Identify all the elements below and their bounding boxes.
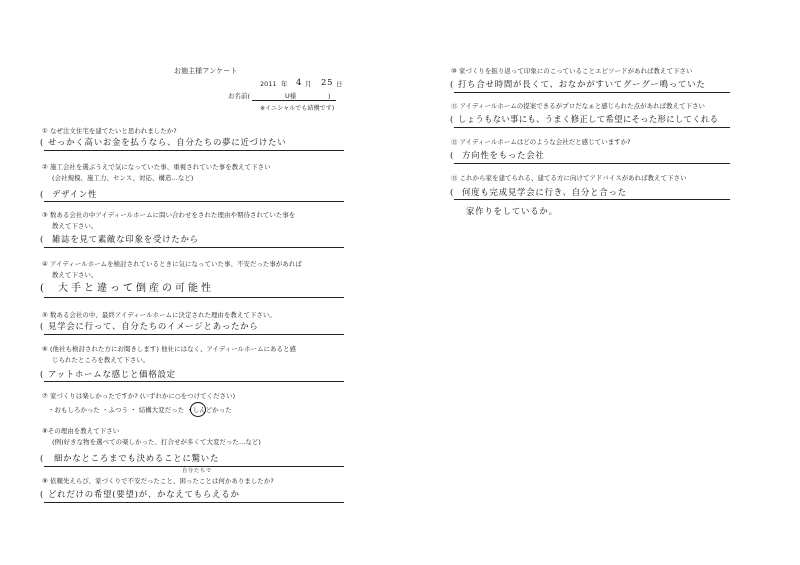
question-6-text-2: じられたところを教えて下さい。: [52, 356, 150, 364]
question-9-text: ⑨ 依頼先えらび、家づくりで不安だったこと、困ったことは何かありましたか?: [42, 477, 274, 485]
date-month-suffix: 月: [305, 80, 312, 88]
answer-4-paren: (: [40, 283, 45, 294]
name-underline: [252, 100, 336, 101]
date-day-suffix: 日: [336, 80, 343, 88]
date-month: 4: [296, 77, 303, 87]
answer-12: 方向性をもった会社: [462, 150, 545, 160]
question-2-text: ② 施工会社を選ぶうえで気になっていた事、重視されていた事を教えて下さい: [42, 163, 271, 171]
answer-2-paren: (: [40, 189, 45, 199]
answer-12-line: [454, 163, 730, 164]
answer-8-paren: (: [40, 453, 45, 463]
answer-5-paren: (: [40, 321, 45, 331]
answer-12-paren: (: [450, 150, 455, 160]
question-11-text: ⑪ アイディールホームの提案できるがプロだなぁと感じられた点があれば教えて下さい: [451, 102, 706, 110]
answer-6-line: [44, 381, 344, 382]
date-year-suffix: 年: [281, 80, 288, 88]
answer-2-line: [44, 201, 344, 202]
name-close: ): [328, 92, 331, 100]
answer-10: 打ち合せ時間が長くて、おなかがすいてグーグー鳴っていた: [458, 79, 706, 89]
question-4-text-2: 教えて下さい。: [52, 271, 98, 279]
answer-6: アットホームな感じと価格設定: [48, 369, 176, 379]
question-13-text: ⑬ これから家を建てられる、建てる方に向けてアドバイスがあれば教えて下さい: [451, 174, 687, 182]
answer-1: せっかく高いお金を払うなら、自分たちの夢に近づけたい: [48, 137, 287, 147]
answer-11: しょうもない事にも、うまく修正して希望にそった形にしてくれる: [458, 114, 719, 124]
question-10-text: ⑩ 家づくりを振り返って印象にのこっていることエピソードがあれば教えて下さい: [451, 67, 693, 75]
answer-1-line: [44, 150, 344, 151]
initial-note: ※イニシャルでも結構です): [260, 105, 335, 112]
answer-11-paren: (: [450, 114, 455, 124]
answer-3: 雑誌を見て素敵な印象を受けたから: [52, 234, 199, 244]
answer-13: 何度も完成見学会に行き、自分と合った: [462, 187, 627, 197]
answer-5: 見学会に行って、自分たちのイメージとあったから: [48, 321, 259, 331]
question-1-text: ① なぜ注文住宅を建てたいと思われましたか?: [42, 127, 177, 135]
answer-10-paren: (: [450, 79, 455, 89]
answer-6-paren: (: [40, 369, 45, 379]
answer-11-line: [454, 127, 730, 128]
page-title: お施主様アンケート: [174, 67, 238, 75]
answer-3-paren: (: [40, 234, 45, 244]
question-2-examples: (会社規模、施工力、センス、対応、構造…など): [52, 174, 194, 182]
answer-13-line-2: 家作りをしているか。: [466, 206, 558, 216]
answer-2: デザイン性: [52, 189, 98, 199]
date-day: 25: [321, 77, 334, 87]
question-3-text-2: 教えて下さい。: [52, 222, 98, 230]
answer-1-paren: (: [40, 137, 45, 147]
answer-5-line: [44, 334, 344, 335]
question-7-text: ⑦ 家づくりは楽しかったですか? (いずれかに○をつけてください): [42, 392, 236, 400]
answer-13-line: [454, 199, 730, 200]
question-3-text: ③ 数ある会社の中アイディールホームに問い合わせをされた理由や期待されていた事を: [42, 211, 296, 219]
selected-option-circle: [190, 402, 206, 417]
answer-8-line: [44, 466, 344, 467]
answer-8-note: 自分たちで: [182, 468, 212, 474]
answer-4: 大手と違って倒産の可能性: [58, 283, 214, 294]
name-value: U様: [285, 92, 297, 100]
answer-9: どれだけの希望(要望)が、かなえてもらえるか: [48, 489, 240, 499]
answer-4-line: [44, 297, 344, 298]
answer-10-line: [454, 92, 730, 93]
answer-8: 細かなところまでも決めることに驚いた: [54, 453, 220, 463]
answer-9-paren: (: [40, 489, 45, 499]
answer-13-paren: (: [450, 187, 455, 197]
question-5-text: ⑤ 数ある会社の中、最終アイディールホームに決定された理由を教えて下さい。: [42, 311, 276, 319]
question-12-text: ⑫ アイディールホームはどのような会社だと感じていますか?: [451, 138, 631, 146]
question-7-options: ・おもしろかった ・ふつう ・ 結構大変だった ・しんどかった: [48, 406, 232, 414]
question-6-text: ⑥ (他社も検討された方にお聞きします) 他社にはなく、アイディールホームにあると感: [42, 345, 297, 353]
date-year: 2011: [260, 80, 277, 88]
question-4-text: ④ アイディールホームを検討されているときに気になっていた事、不安だった事があれば: [42, 260, 302, 268]
answer-3-line: [44, 247, 344, 248]
name-label: お名前(: [228, 92, 251, 100]
question-8-example: (例)好きな物を選べての楽しかった、打合せが多くて大変だった…など): [52, 438, 261, 446]
question-8-text: ⑧その理由を教えて下さい: [42, 427, 120, 435]
answer-9-line: [44, 502, 344, 503]
